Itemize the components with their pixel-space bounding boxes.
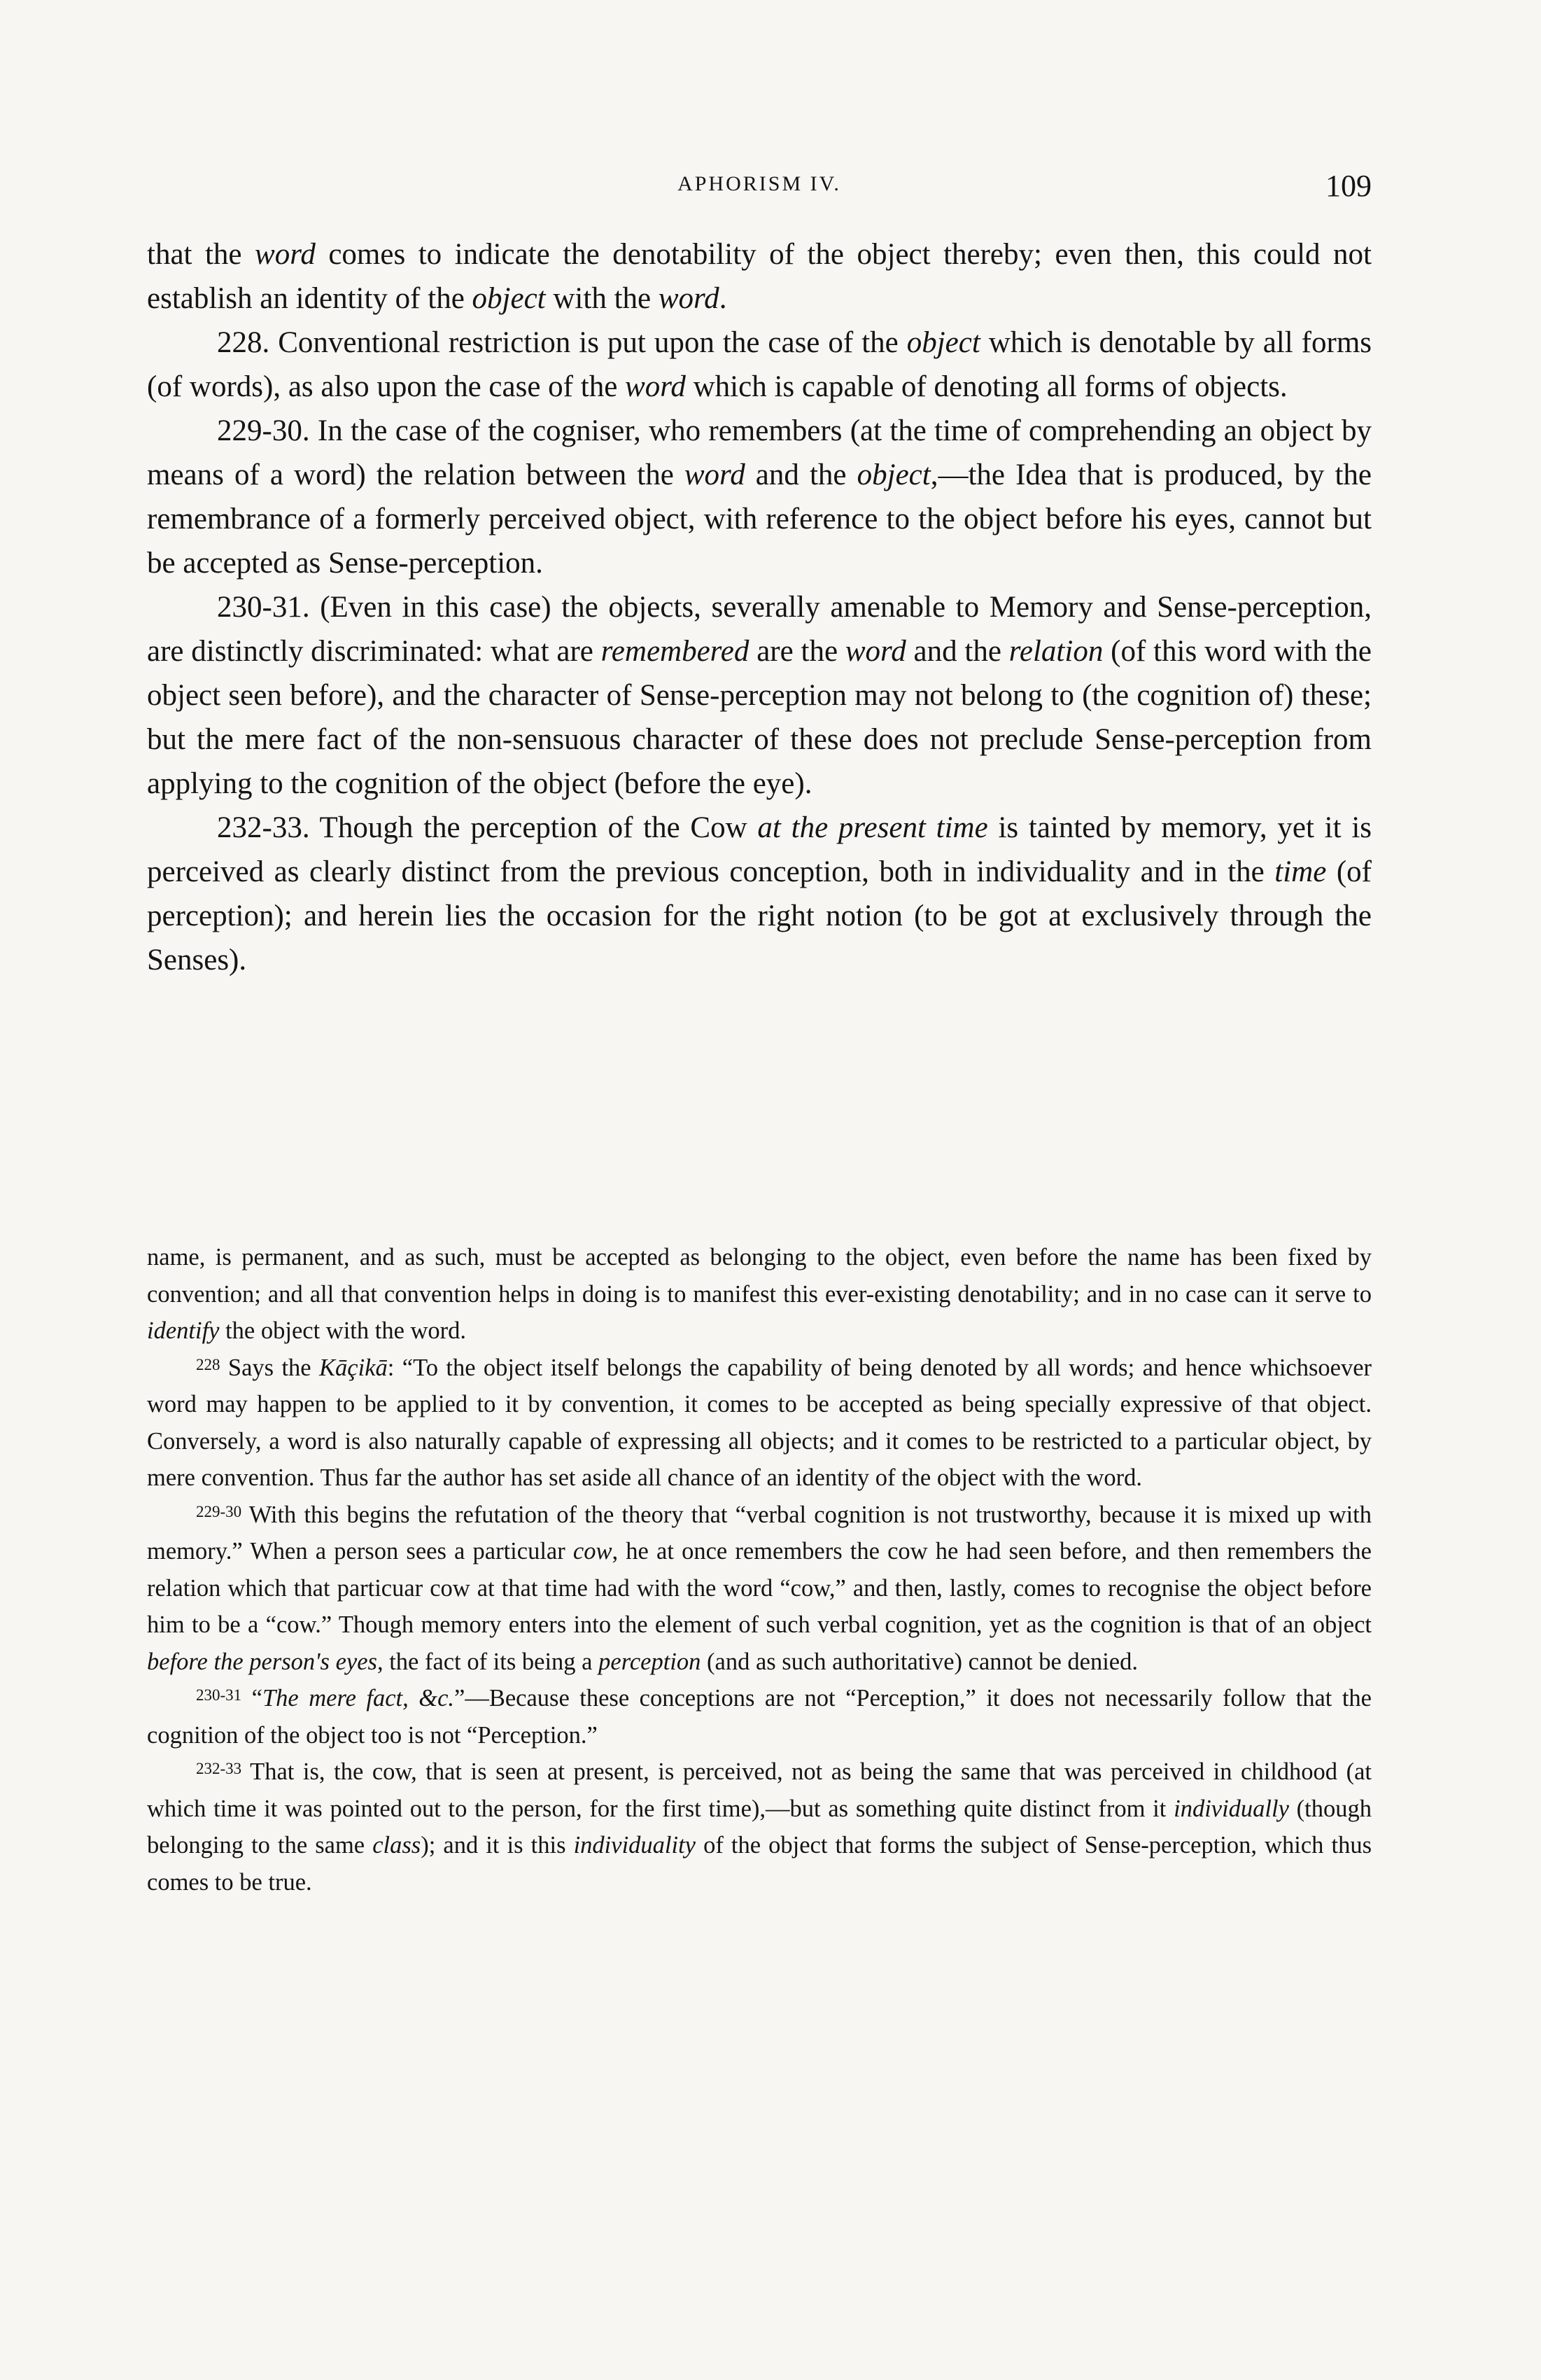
footnote-229-30: $^{229-30}$ With this begins the refutation of the theory that “verbal cognition is not trustworthy, because it is mixed up with memory.” When a person sees a particular cow, he at once remembers the cow he had seen before, and then remembers the relation which that particuar cow at that time had with the word “cow,” and then, lastly, comes to recognise the object before him to be a “cow.” Though memory enters into the element of such verbal cognition, yet as the cognition is that of an object before the person's eyes, the fact of its being a perception (and as such authoritative) cannot be denied.	[147, 1501, 1372, 1675]
footnote-230-31: $^{230-31}$ “The mere fact, &c.”—Because these conceptions are not “Perception,” it does not necessarily follow that the cognition of the object too is not “Perception.”	[147, 1685, 1372, 1749]
running-head: APHORISM IV.	[677, 172, 841, 195]
page-header	[147, 168, 1372, 210]
paragraph-continued: that the word comes to indicate the denotability of the object thereby; even then, this could not establish an identity of the object with the word.	[147, 238, 1372, 315]
footnote-228: $^{228}$ Says the Kāçikā: “To the object itself belongs the capability of being denoted by all words; and hence whichsoever word may happen to be applied to it by convention, it comes to be accepted as being specially expressive of that object. Conversely, a word is also naturally capable of expressing all objects; and it comes to be restricted to a particular object, by mere convention. Thus far the author has set aside all chance of an identity of the object with the word.	[147, 1354, 1372, 1491]
footnote-mark: 232-33	[196, 1760, 242, 1777]
paragraph-number: 232-33.	[217, 811, 310, 844]
main-text	[147, 232, 1372, 982]
footnote-232-33: $^{232-33}$ That is, the cow, that is seen at present, is perceived, not as being the same that was perceived in childhood (at which time it was pointed out to the person, for the first time),—but as something quite distinct from it individually (though belonging to the same class); and it is this individuality of the object that forms the subject of Sense-perception, which thus comes to be true.	[147, 1758, 1372, 1896]
footnote-mark: 230-31	[196, 1686, 242, 1704]
paragraph-228: 228. Conventional restriction is put upon the case of the object which is denotable by all forms (of words), as also upon the case of the word which is capable of denoting all forms of objects.	[147, 326, 1372, 403]
footnotes	[147, 1239, 1372, 1900]
footnote-continued: name, is permanent, and as such, must be accepted as belonging to the object, even before the name has been fixed by convention; and all that convention helps in doing is to manifest this ever-existing denotability; and in no case can it serve to identify the object with the word.	[147, 1244, 1372, 1344]
footnote-mark: 229-30	[196, 1502, 242, 1520]
paragraph-number: 229-30.	[217, 414, 310, 447]
paragraph-232-33: 232-33. Though the perception of the Cow at the present time is tainted by memory, yet it is perceived as clearly distinct from the previous conception, both in individuality and in the time (of perception); and herein lies the occasion for the right notion (to be got at exclusively through the Senses).	[147, 811, 1372, 976]
paragraph-number: 228.	[217, 326, 270, 359]
paragraph-230-31: 230-31. (Even in this case) the objects, severally amenable to Memory and Sense-perception, are distinctly discriminated: what are remembered are the word and the relation (of this word with the object seen before), and the character of Sense-perception may not belong to (the cognition of) these; but the mere fact of the non-sensuous character of these does not preclude Sense-perception from applying to the cognition of the object (before the eye).	[147, 591, 1372, 800]
footnote-mark: 228	[196, 1355, 220, 1373]
paragraph-229-30: 229-30. In the case of the cogniser, who remembers (at the time of comprehending an object by means of a word) the relation between the word and the object,—the Idea that is produced, by the remembrance of a formerly perceived object, with reference to the object before his eyes, cannot but be accepted as Sense-perception.	[147, 414, 1372, 580]
paragraph-number: 230-31.	[217, 591, 310, 624]
page-number: 109	[1325, 169, 1372, 203]
